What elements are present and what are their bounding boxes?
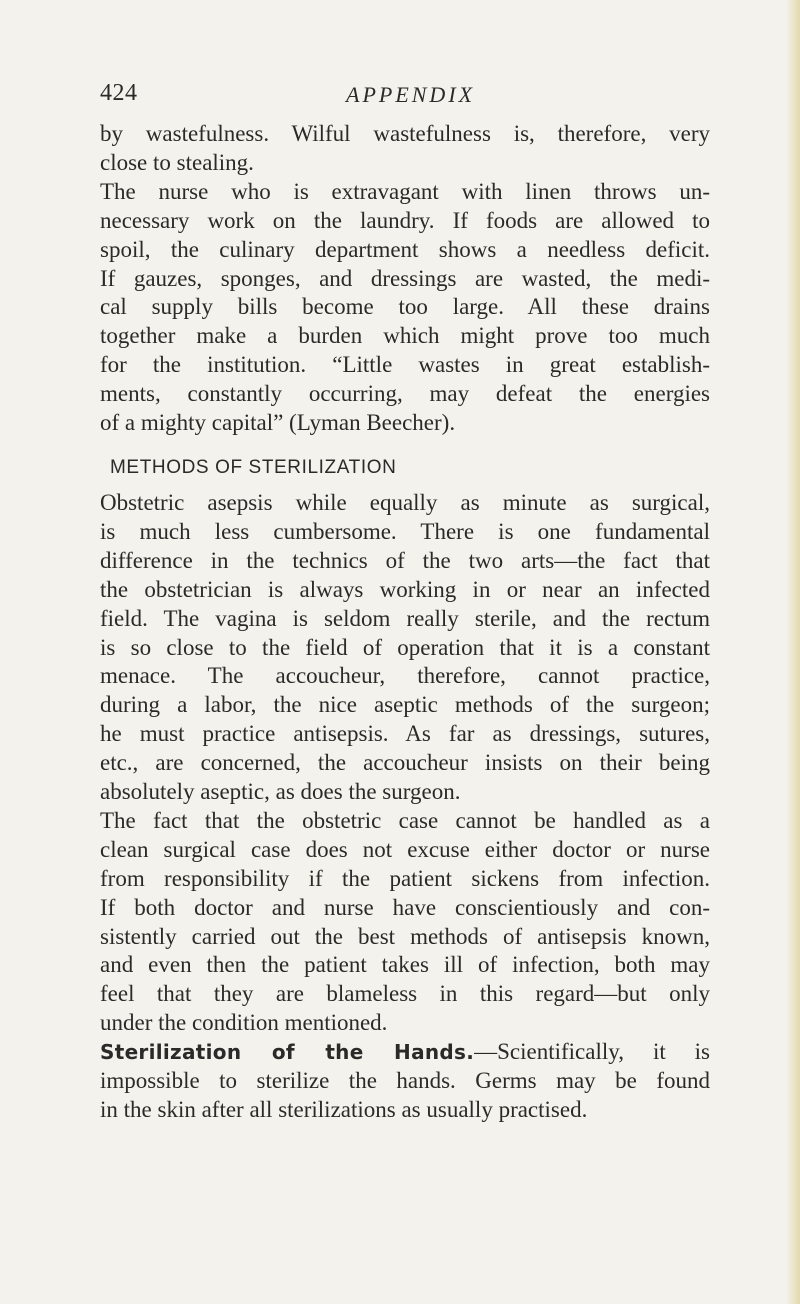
text-line: under the condition mentioned. [100, 1010, 388, 1036]
text-line: in the skin after all sterilizations as usually practised. [100, 1097, 588, 1122]
text-line: menace. The accoucheur, therefore, cannot practice, [100, 663, 710, 689]
text-line: is much less cumbersome. There is one fundamental [100, 518, 710, 544]
text-line: and even then the patient takes ill of infection, both may [100, 952, 710, 978]
text-line: feel that they are blameless in this regard—but only [100, 981, 710, 1007]
running-title: APPENDIX [346, 82, 476, 107]
text-line: If both doctor and nurse have conscientiously and con- [100, 894, 710, 920]
text-line: The nurse who is extravagant with linen throws un- [100, 178, 710, 204]
text-line: difference in the technics of the two arts—the fact that [100, 547, 710, 573]
text-line: by wastefulness. Wilful wastefulness is, therefore, very [100, 121, 710, 146]
page-edge-shadow [786, 0, 800, 1304]
text-line: the obstetrician is always working in or near an infected [100, 576, 710, 602]
book-page [100, 80, 710, 1125]
text-line: together make a burden which might prove too much [100, 323, 710, 349]
text-line: from responsibility if the patient sickens from infection. [100, 865, 710, 891]
page-number: 424 [100, 80, 138, 106]
body-text [100, 120, 710, 1125]
text-line: spoil, the culinary department shows a needless deficit. [100, 236, 710, 262]
text-line: If gauzes, sponges, and dressings are wasted, the medi- [100, 265, 710, 291]
text-line: field. The vagina is seldom really sterile, and the rectum [100, 605, 710, 631]
text-line: cal supply bills become too large. All these drains [100, 294, 710, 320]
text-line: he must practice antisepsis. As far as dressings, sutures, [100, 721, 710, 747]
text-line: The fact that the obstetric case cannot be handled as a [100, 807, 710, 833]
text-line: of a mighty capital” (Lyman Beecher). [100, 410, 456, 436]
text-line: is so close to the field of operation that it is a constant [100, 634, 710, 660]
text-line: for the institution. “Little wastes in great establish- [100, 352, 710, 378]
text-line: impossible to sterilize the hands. Germs may be found [100, 1068, 710, 1094]
text-line: absolutely aseptic, as does the surgeon. [100, 779, 461, 805]
text-line: during a labor, the nice aseptic methods of the surgeon; [100, 692, 710, 718]
text-line: necessary work on the laundry. If foods are allowed to [100, 207, 710, 233]
run-in-text: —Scientifically, it is [474, 1039, 710, 1065]
section-heading: METHODS OF STERILIZATION [110, 456, 397, 478]
run-in-heading: Sterilization of the Hands. [100, 1040, 475, 1065]
text-line: close to stealing. [100, 149, 254, 175]
text-line: etc., are concerned, the accoucheur insists on their being [100, 750, 710, 776]
text-line: clean surgical case does not excuse either doctor or nurse [100, 836, 710, 862]
running-head [100, 80, 710, 112]
text-line: ments, constantly occurring, may defeat the energies [100, 381, 710, 407]
text-line: Obstetric asepsis while equally as minute as surgical, [100, 489, 710, 515]
text-line: sistently carried out the best methods of antisepsis known, [100, 923, 710, 949]
text-line [100, 1038, 710, 1067]
